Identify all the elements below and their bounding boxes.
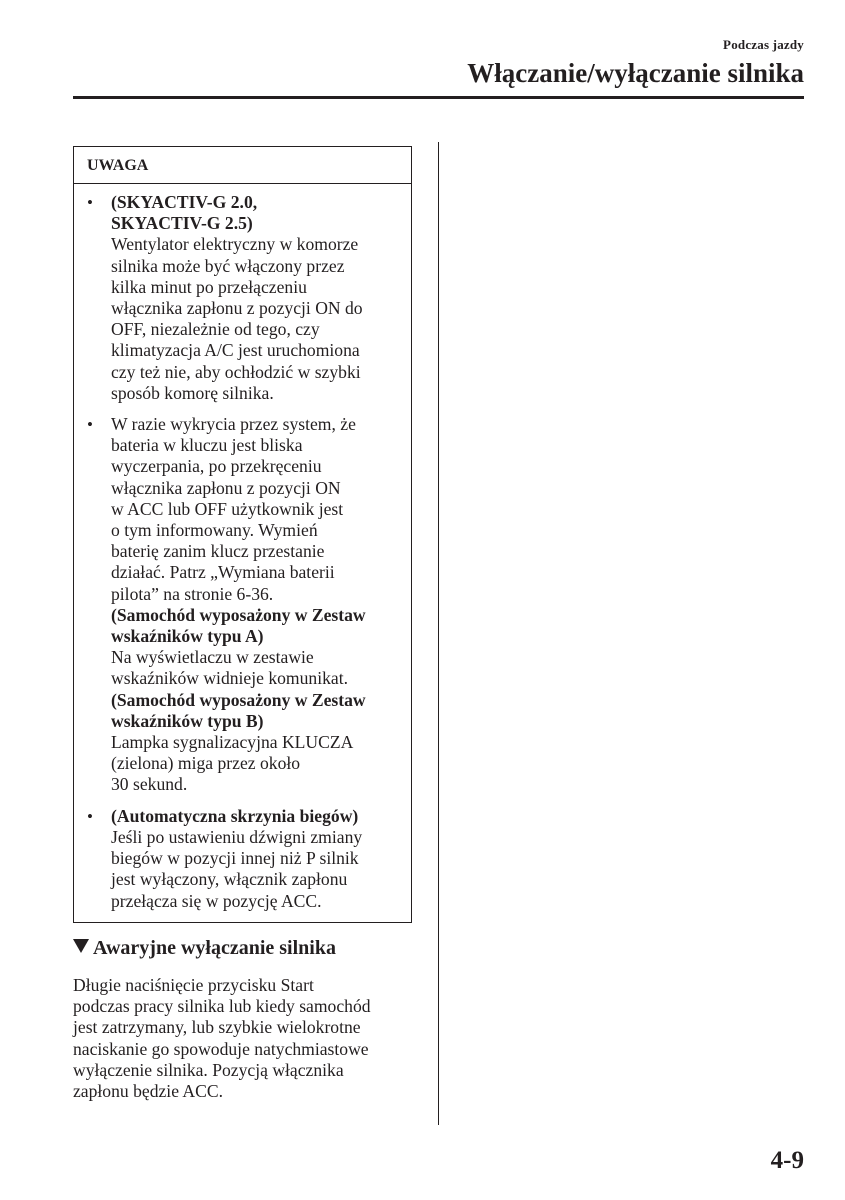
paragraph-line: wyłączenie silnika. Pozycją włącznika [73,1059,344,1080]
paragraph-line: podczas pracy silnika lub kiedy samochód [73,996,371,1017]
note-line: wskaźników widnieje komunikat. [111,668,348,689]
page-title: Włączanie/wyłączanie silnika [467,58,804,88]
note-line: działać. Patrz „Wymiana baterii [111,562,335,583]
note-line: bateria w kluczu jest bliska [111,435,303,456]
note-line: W razie wykrycia przez system, że [111,414,356,435]
note-line: biegów w pozycji innej niż P silnik [111,848,359,869]
bullet-icon: • [87,415,93,435]
note-line: jest wyłączony, włącznik zapłonu [111,869,348,890]
note-line: (zielona) miga przez około [111,753,301,774]
note-item [87,192,401,404]
note-line: (Samochód wyposażony w Zestaw [111,689,366,710]
note-line: pilota” na stronie 6-36. [111,583,274,604]
section-heading-text: Awaryjne wyłączanie silnika [93,937,336,959]
note-line: sposób komorę silnika. [111,382,274,403]
note-line: w ACC lub OFF użytkownik jest [111,498,344,519]
note-line: wyczerpania, po przekręceniu [111,456,322,477]
note-line: silnika może być włączony przez [111,255,345,276]
note-line: SKYACTIV-G 2.5) [111,213,253,234]
paragraph-line: jest zatrzymany, lub szybkie wielokrotne [73,1017,361,1038]
note-heading: UWAGA [74,147,411,184]
note-line: Na wyświetlaczu w zestawie [111,647,314,668]
note-line: OFF, niezależnie od tego, czy [111,319,320,340]
note-line: (Samochód wyposażony w Zestaw [111,604,366,625]
bullet-icon: • [87,806,93,826]
note-line: wskaźników typu B) [111,710,264,731]
note-line: włącznika zapłonu z pozycji ON do [111,298,363,319]
note-line: włącznika zapłonu z pozycji ON [111,477,341,498]
note-line: Lampka sygnalizacyjna KLUCZA [111,732,354,753]
note-line: czy też nie, aby ochłodzić w szybki [111,361,361,382]
note-line: klimatyzacja A/C jest uruchomiona [111,340,360,361]
note-box [73,146,412,923]
note-item [87,806,401,912]
paragraph-line: Długie naciśnięcie przycisku Start [73,975,314,995]
paragraph-line: zapłonu będzie ACC. [73,1081,224,1102]
header-rule [73,96,804,99]
note-list [74,184,411,912]
note-line: (SKYACTIV-G 2.0, [111,192,258,212]
triangle-down-icon [73,939,89,953]
section-label: Podczas jazdy [723,37,804,52]
section-heading [73,937,336,960]
note-line: Wentylator elektryczny w komorze [111,234,359,255]
paragraph-line: naciskanie go spowoduje natychmiastowe [73,1038,369,1059]
note-line: przełącza się w pozycję ACC. [111,890,322,911]
bullet-icon: • [87,193,93,212]
column-divider [438,142,439,1125]
note-line: (Automatyczna skrzynia biegów) [111,805,359,826]
note-line: baterię zanim klucz przestanie [111,541,325,562]
note-line: wskaźników typu A) [111,626,264,647]
note-item [87,414,401,796]
page-number: 4-9 [770,1147,804,1174]
note-line: Jeśli po ustawieniu dźwigni zmiany [111,826,363,847]
note-line: o tym informowany. Wymień [111,520,318,541]
emergency-paragraph [73,975,418,1102]
note-line: kilka minut po przełączeniu [111,276,307,297]
note-line: 30 sekund. [111,774,188,795]
